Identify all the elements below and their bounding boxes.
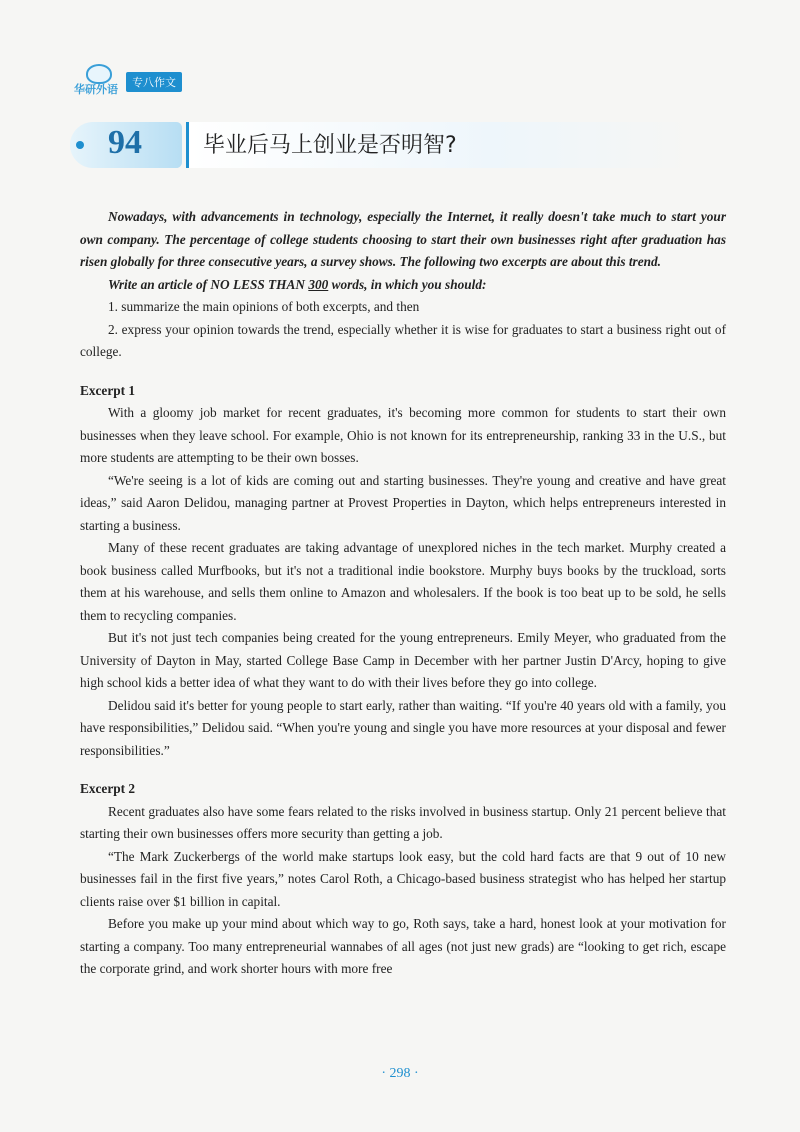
page-title: 毕业后马上创业是否明智? [203,133,457,158]
brand-logo-icon [74,64,120,98]
excerpt-2-paragraph: “The Mark Zuckerbergs of the world make startups look easy, but the cold hard facts are that 9 out of 10 new businesses fail in the first five years,” notes Carol Roth, a Chicago-based business strategist who has helped her startup clients raise over $1 billion in capital. [80,848,726,909]
section-tag: 专八作文 [126,72,182,92]
main-content [80,206,726,981]
header-logo [74,64,182,98]
number-badge [70,122,182,168]
word-count: 300 [308,276,329,292]
brand-name: 华研外语 [74,83,118,96]
excerpt-2-paragraph: Recent graduates also have some fears related to the risks involved in business startup. Only 21 percent believe that starting their own businesses offers more security than getting a job. [80,803,726,841]
excerpt-1-paragraph: But it's not just tech companies being created for the young entrepreneurs. Emily Meyer, who graduated from the University of Dayton in May, started College Base Camp in December with her partner Justin D'Arcy, hoping to give high school kids a better idea of what they want to do with their lives before they go into college. [80,630,726,690]
task-text-before: Write an article of NO LESS THAN [108,276,309,292]
bullet-dot-icon [76,141,84,149]
prompt-step-2: 2. express your opinion towards the trend, especially whether it is wise for graduates to start a business right out of college. [80,321,726,359]
excerpt-1-paragraph: Many of these recent graduates are taking advantage of unexplored niches in the tech market. Murphy created a book business called Murfbooks, but it's not a traditional indie bookstore. Murphy buys books by the truckload, sorts them at his warehouse, and sells them online to Amazon and wholesalers. If the book is too beat up to be sold, he sells them to recycling companies. [80,540,726,623]
task-text-after: words, in which you should: [328,276,487,292]
excerpt-1-paragraph: Delidou said it's better for young people to start early, rather than waiting. “If you're 40 years old with a family, you have responsibilities,” Delidou said. “When you're young and single you have more resources at your disposal and fewer responsibilities.” [80,697,726,758]
prompt-task [80,274,726,297]
excerpt-2-paragraph: Before you make up your mind about which way to go, Roth says, take a hard, honest look at your motivation for starting a company. Too many entrepreneurial wannabes of all ages (not just new grads) are “looking to get rich, escape the corporate grind, and work shorter hours with more free [80,916,726,976]
prompt-step-1: 1. summarize the main opinions of both excerpts, and then [108,299,420,314]
excerpt-1-paragraph: With a gloomy job market for recent graduates, it's becoming more common for students to start their own businesses when they leave school. For example, Ohio is not known for its entrepreneurship, ranking 33 in the U.S., but more students are attempting to be their own bosses. [80,405,726,465]
title-bar [186,122,695,168]
essay-number: 94 [108,124,142,161]
excerpt-1 [80,380,726,763]
excerpt-1-paragraph: “We're seeing is a lot of kids are coming out and starting businesses. They're young and creative and have great ideas,” said Aaron Delidou, managing partner at Provest Properties in Dayton, which helps entrepreneurs interested in starting a business. [80,472,726,533]
prompt-intro: Nowadays, with advancements in technology, especially the Internet, it really doesn't take much to start your own company. The percentage of college students choosing to start their own businesses right after graduation has risen globally for three consecutive years, a survey shows. The following two excerpts are about this trend. [80,209,726,269]
excerpt-1-heading: Excerpt 1 [80,382,136,398]
excerpt-2-heading: Excerpt 2 [80,781,136,796]
page-number: · 298 · [381,1066,419,1081]
title-row [70,122,690,170]
writing-prompt [80,206,726,364]
excerpt-2 [80,778,726,981]
